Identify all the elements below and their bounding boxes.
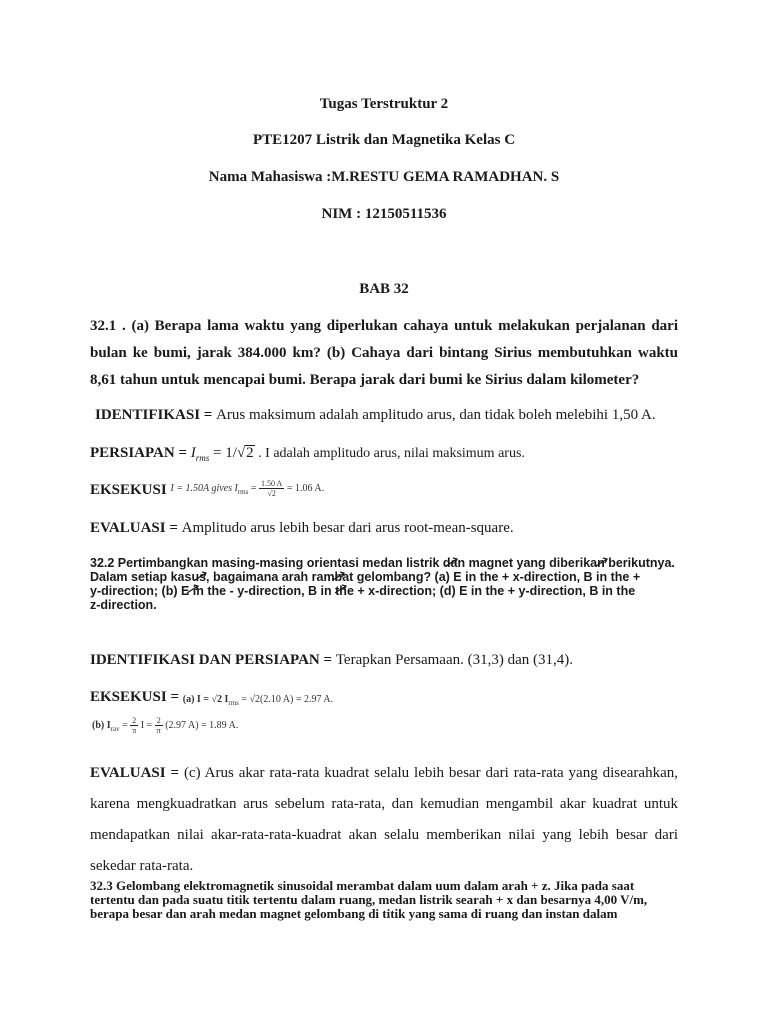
- eq-part-a: I = 1.50A gives I: [170, 483, 238, 494]
- q2-evaluasi-l2: karena mengkuadratkan arus sebelum rata-rata, dan kemudian mengambil akar kuadrat untuk: [90, 796, 678, 812]
- q1-persiapan: [90, 443, 678, 468]
- q3-line2: tertentu dan pada suatu titik tertentu dalam ruang, medan listrik searah + x dan besarnya 4,00 V/m,: [90, 892, 648, 907]
- q1-line1: 32.1 . (a) Berapa lama waktu yang diperlukan cahaya untuk melakukan perjalanan dari: [90, 318, 678, 334]
- persiapan-label: PERSIAPAN =: [90, 445, 191, 461]
- eq-b-sub: rav: [110, 725, 120, 733]
- assignment-title: Tugas Terstruktur 2: [319, 96, 449, 112]
- eq-result: = 1.06 A.: [286, 483, 325, 494]
- q2-line4: z-direction.: [90, 598, 157, 612]
- eq-a-rest: = √2(2.10 A) = 2.97 A.: [238, 694, 334, 705]
- q2-eksekusi-label: EKSEKUSI =: [90, 688, 183, 705]
- eq-b-mid: I =: [140, 720, 155, 731]
- q2-eq-b-row: [92, 714, 680, 741]
- eq-fraction: [259, 479, 284, 498]
- eq-sub: rms: [237, 488, 249, 496]
- q2-identifikasi-persiapan: [90, 650, 678, 670]
- vector-arrow-icon: [186, 583, 200, 595]
- q1-evaluasi: [90, 518, 678, 538]
- q1-line3: 8,61 tahun untuk mencapai bumi. Berapa jarak dari bumi ke Sirius dalam kilometer?: [90, 372, 640, 388]
- formula-root: 2: [246, 445, 254, 461]
- q2-line2: Dalam setiap kasus, bagaimana arah rambat gelombang? (a) E in the + x-direction, B in the +: [90, 570, 641, 584]
- eq-b-frac1: [130, 716, 138, 735]
- formula-sub: rms: [195, 453, 210, 463]
- eksekusi-label: EKSEKUSI: [90, 481, 167, 498]
- idp-label: IDENTIFIKASI DAN PERSIAPAN =: [90, 652, 336, 668]
- vector-arrow-icon: [194, 570, 208, 582]
- chapter-heading: BAB 32: [359, 281, 409, 297]
- course-title: PTE1207 Listrik dan Magnetika Kelas C: [252, 132, 516, 148]
- formula-i: I: [190, 445, 196, 461]
- q1-eksekusi: [90, 478, 678, 503]
- q2-eq-b: (b) $I_{rav}$ = $\frac{2}{\pi}$ I = $\frac{2}{\pi}$ (2.97 A) = 1.89 A.: [92, 716, 239, 736]
- frac1-den: π: [132, 726, 137, 736]
- eq-b-label: (b) I: [92, 720, 111, 731]
- q3-line3: berapa besar dan arah medan magnet gelombang di titik yang sama di ruang dan instan dalam: [90, 906, 618, 921]
- identifikasi-text: Arus maksimum adalah amplitudo arus, dan tidak boleh melebihi 1,50 A.: [216, 407, 656, 423]
- vector-arrow-icon: [445, 556, 459, 568]
- evaluasi-label: EVALUASI =: [90, 520, 182, 536]
- q3-line1: 32.3 Gelombang elektromagnetik sinusoidal merambat dalam uum dalam arah + z. Jika pada saat: [90, 878, 635, 893]
- eq-b-frac2: [155, 716, 163, 735]
- vector-arrow-icon: [595, 556, 609, 568]
- frac2-den: π: [156, 726, 161, 736]
- vector-arrow-icon: [334, 583, 348, 595]
- sqrt-sign: √: [236, 445, 246, 461]
- q1-line2: bulan ke bumi, jarak 384.000 km? (b) Cahaya dari bintang Sirius membutuhkan waktu: [90, 345, 678, 361]
- q2-line3: y-direction; (b) E in the - y-direction, B in the + x-direction; (d) E in the + y-direction, B in the: [90, 584, 636, 598]
- q2-evaluasi-l1: [90, 763, 678, 783]
- persiapan-text: . I adalah amplitudo arus, nilai maksimum arus.: [254, 446, 525, 461]
- q2-evaluasi-text1: (c) Arus akar rata-rata kuadrat selalu lebih besar dari rata-rata yang disearahkan,: [183, 765, 678, 781]
- eq-a-main: (a) I = √2 I: [182, 694, 229, 705]
- eq-num: 1.50 A: [260, 479, 283, 489]
- q2-evaluasi-l4: sekedar rata-rata.: [90, 858, 194, 874]
- q2-evaluasi-label: EVALUASI =: [90, 765, 184, 781]
- q2-eq-a: [183, 690, 333, 713]
- eq-b-rest: (2.97 A) = 1.89 A.: [165, 720, 239, 731]
- q2-evaluasi-l3: mendapatkan nilai akar-rata-rata-kuadrat akan selalu memberikan nilai yang lebih besar dari: [90, 827, 678, 843]
- q2-eksekusi: [90, 686, 678, 709]
- q2-line1: 32.2 Pertimbangkan masing-masing orientasi medan listrik dan magnet yang diberikan berikutnya.: [90, 556, 675, 570]
- eq-a-sub: rms: [228, 699, 239, 707]
- vector-arrow-icon: [332, 570, 346, 582]
- student-id: NIM : 12150511536: [321, 206, 447, 222]
- identifikasi-label: IDENTIFIKASI =: [95, 407, 217, 423]
- eksekusi-equation: I = 1.50A gives $I_{rms}$ = $\frac{1.50 A}{√2}$ = 1.06 A.: [170, 479, 325, 499]
- frac2-num: 2: [156, 716, 161, 726]
- student-name: Nama Mahasiswa :M.RESTU GEMA RAMADHAN. S: [208, 169, 560, 185]
- formula-rest: = 1/: [209, 445, 237, 461]
- q1-identifikasi: [95, 405, 683, 425]
- eq-den: √2: [267, 489, 276, 499]
- frac1-num: 2: [132, 716, 137, 726]
- idp-text: Terapkan Persamaan. (31,3) dan (31,4).: [335, 652, 574, 668]
- evaluasi-text: Amplitudo arus lebih besar dari arus root-mean-square.: [181, 520, 514, 536]
